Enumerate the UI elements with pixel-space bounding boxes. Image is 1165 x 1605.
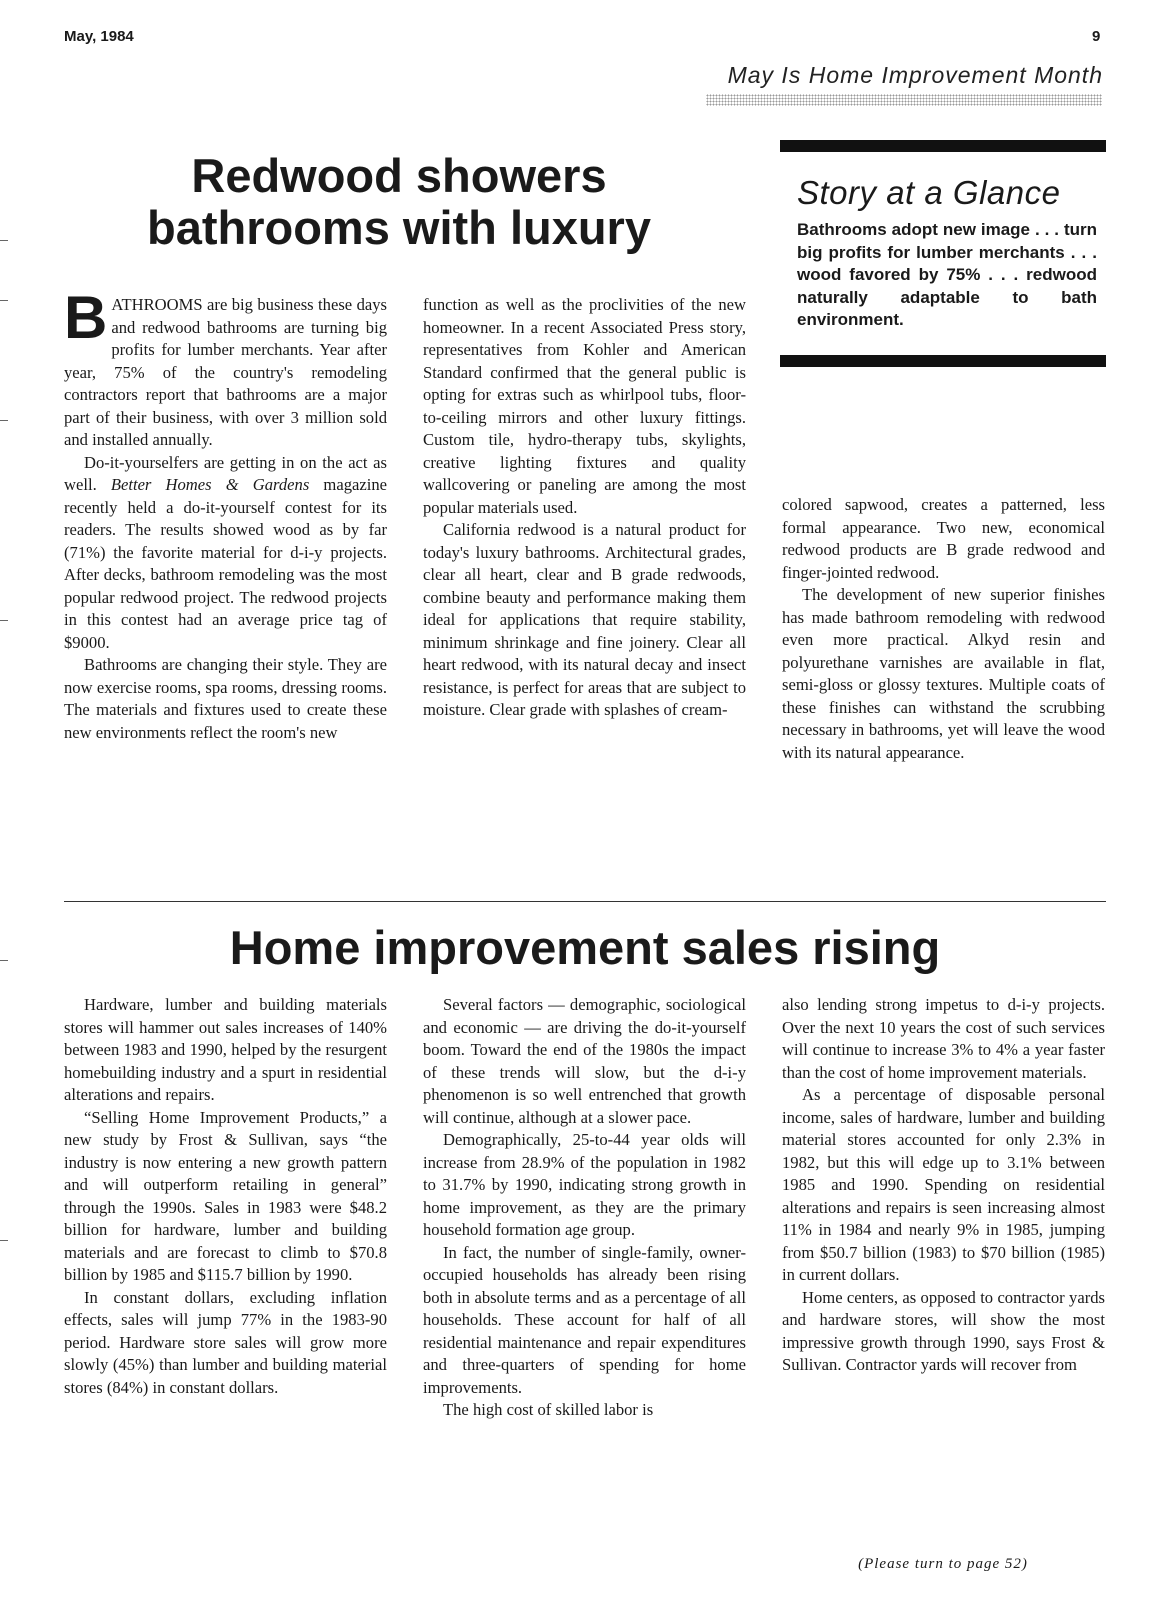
article2-headline: Home improvement sales rising	[229, 921, 941, 974]
drop-cap: B	[64, 284, 108, 351]
edge-mark	[0, 1240, 8, 1241]
article2-paragraph: Hardware, lumber and building materials stores will hammer out sales increases of 140% between 1983 and 1990, helped by the resurgent homebuilding industry and a spurt in residential alterations and repairs.	[64, 995, 387, 1104]
article2-paragraph: Demographically, 25-to-44 year olds will increase from 28.9% of the population in 1982 to 31.7% by 1990, indicating strong growth in home improvement, as they are the primary household formation age group.	[423, 1130, 746, 1239]
edge-mark	[0, 300, 8, 301]
article1-paragraph: BATHROOMS are big business these days and redwood bathrooms are turning big profits for lumber merchants. Year after year, 75% of the country's remodeling contractors report that bathrooms are a major part of their business, with over 3 million sold and installed annually.	[64, 284, 387, 449]
article2-column-2	[423, 994, 746, 1422]
section-banner: May Is Home Improvement Month	[727, 62, 1103, 88]
banner-dotted-rule	[706, 94, 1102, 106]
edge-mark	[0, 960, 8, 961]
article2-paragraph: Home centers, as opposed to contractor yards and hardware stores, will show the most impressive growth through 1990, says Frost & Sullivan. Contractor yards will recover from	[782, 1287, 1105, 1374]
article2-paragraph: “Selling Home Improvement Products,” a new study by Frost & Sullivan, says “the industry is now entering a new growth pattern and will outperform retailing in general” through the 1990s. Sales in 1983 were $48.2 billion for hardware, lumber and building materials and are forecast to climb to $70.8 billion by 1985 and $115.7 billion by 1990.	[64, 1107, 387, 1284]
magazine-title: Better Homes & Gardens	[110, 475, 310, 494]
article2-paragraph: As a percentage of disposable personal income, sales of hardware, lumber and building material stores accounted for only 2.3% in 1982, but this will edge up to 3.1% between 1985 and 1990. Spending on residential alterations and repairs is seen increasing almost 11% in 1984 and nearly 9% in 1985, jumping from $50.7 billion (1983) to $70 billion (1985) in current dollars.	[782, 1085, 1105, 1284]
article2-paragraph: Several factors — demographic, sociological and economic — are driving the do-it-yourself boom. Toward the end of the 1980s the impact of these trends will slow, but the d-i-y phenomenon is so well entrenched that growth will continue, although at a slower pace.	[423, 995, 746, 1127]
edge-mark	[0, 620, 8, 621]
article2-paragraph: In constant dollars, excluding inflation effects, sales will jump 77% in the 1983-90 period. Hardware store sales will grow more slowly (45%) than lumber and building material stores (84%) in constant dollars.	[64, 1287, 387, 1397]
glance-top-bar	[780, 140, 1106, 152]
article1-paragraph: Bathrooms are changing their style. They are now exercise rooms, spa rooms, dressing rooms. The materials and fixtures used to create these new environments reflect the room's new	[64, 655, 387, 742]
article2-column-3	[782, 994, 1105, 1377]
article1-headline-line2: bathrooms with luxury	[147, 201, 651, 254]
article1-column-2	[423, 294, 746, 722]
article2-paragraph: also lending strong impetus to d-i-y projects. Over the next 10 years the cost of such services will continue to increase 3% to 4% a year faster than the cost of home improvement materials.	[782, 995, 1105, 1082]
edge-mark	[0, 240, 8, 241]
article2-paragraph: The high cost of skilled labor is	[443, 1400, 654, 1419]
article2-column-1	[64, 994, 387, 1399]
article1-headline-line1: Redwood showers	[191, 149, 607, 202]
glance-summary: Bathrooms adopt new image . . . turn big profits for lumber merchants . . . wood favored by 75% . . . redwood naturally adaptable to bath environment.	[797, 220, 1097, 329]
article1-paragraph: colored sapwood, creates a patterned, less formal appearance. Two new, economical redwood products are B grade redwood and finger-jointed redwood.	[782, 495, 1105, 582]
article1-paragraph: function as well as the proclivities of the new homeowner. In a recent Associated Press story, representatives from Kohler and American Standard confirmed that the general public is opting for extras such as whirlpool tubs, floor-to-ceiling mirrors and other luxury fittings. Custom tile, hydro-therapy tubs, skylights, creative lighting fixtures and quality wallcovering or paneling are among the most popular materials used.	[423, 295, 746, 517]
glance-title: Story at a Glance	[797, 174, 1061, 211]
issue-date: May, 1984	[64, 28, 134, 45]
article1-paragraph: Do-it-yourselfers are getting in on the act as well. Better Homes & Gardens magazine recently held a do-it-yourself contest for its readers. The results showed wood as by far (71%) the favorite material for d-i-y projects. After decks, bathroom remodeling was the most popular redwood project. The redwood projects in this contest had an average price tag of $9000.	[64, 452, 387, 652]
glance-bottom-bar	[780, 355, 1106, 367]
article1-headline	[64, 150, 734, 254]
article1-paragraph: California redwood is a natural product for today's luxury bathrooms. Architectural grades, clear all heart, clear and B grade redwoods, combine beauty and performance making them ideal for applications that require stability, minimum shrinkage and fine joinery. Clear all heart redwood, with its natural decay and insect resistance, is perfect for areas that are subject to moisture. Clear grade with splashes of cream-	[423, 520, 746, 719]
page-number: 9	[1092, 28, 1101, 45]
edge-mark	[0, 420, 8, 421]
article1-paragraph: The development of new superior finishes has made bathroom remodeling with redwood even more practical. Alkyd resin and polyurethane varnishes are available in flat, semi-gloss or glossy textures. Multiple coats of these finishes can withstand the scrubbing necessary in bathrooms, yet will leave the wood with its natural appearance.	[782, 585, 1105, 762]
continuation-note: (Please turn to page 52)	[858, 1556, 1028, 1572]
article2-paragraph: In fact, the number of single-family, owner-occupied households has already been rising both in absolute terms and as a percentage of all households. These account for half of all residential maintenance and repair expenditures and three-quarters of spending for home improvements.	[423, 1242, 746, 1397]
article1-column-1	[64, 284, 387, 744]
article-divider	[64, 901, 1106, 902]
article1-column-3	[782, 494, 1105, 764]
